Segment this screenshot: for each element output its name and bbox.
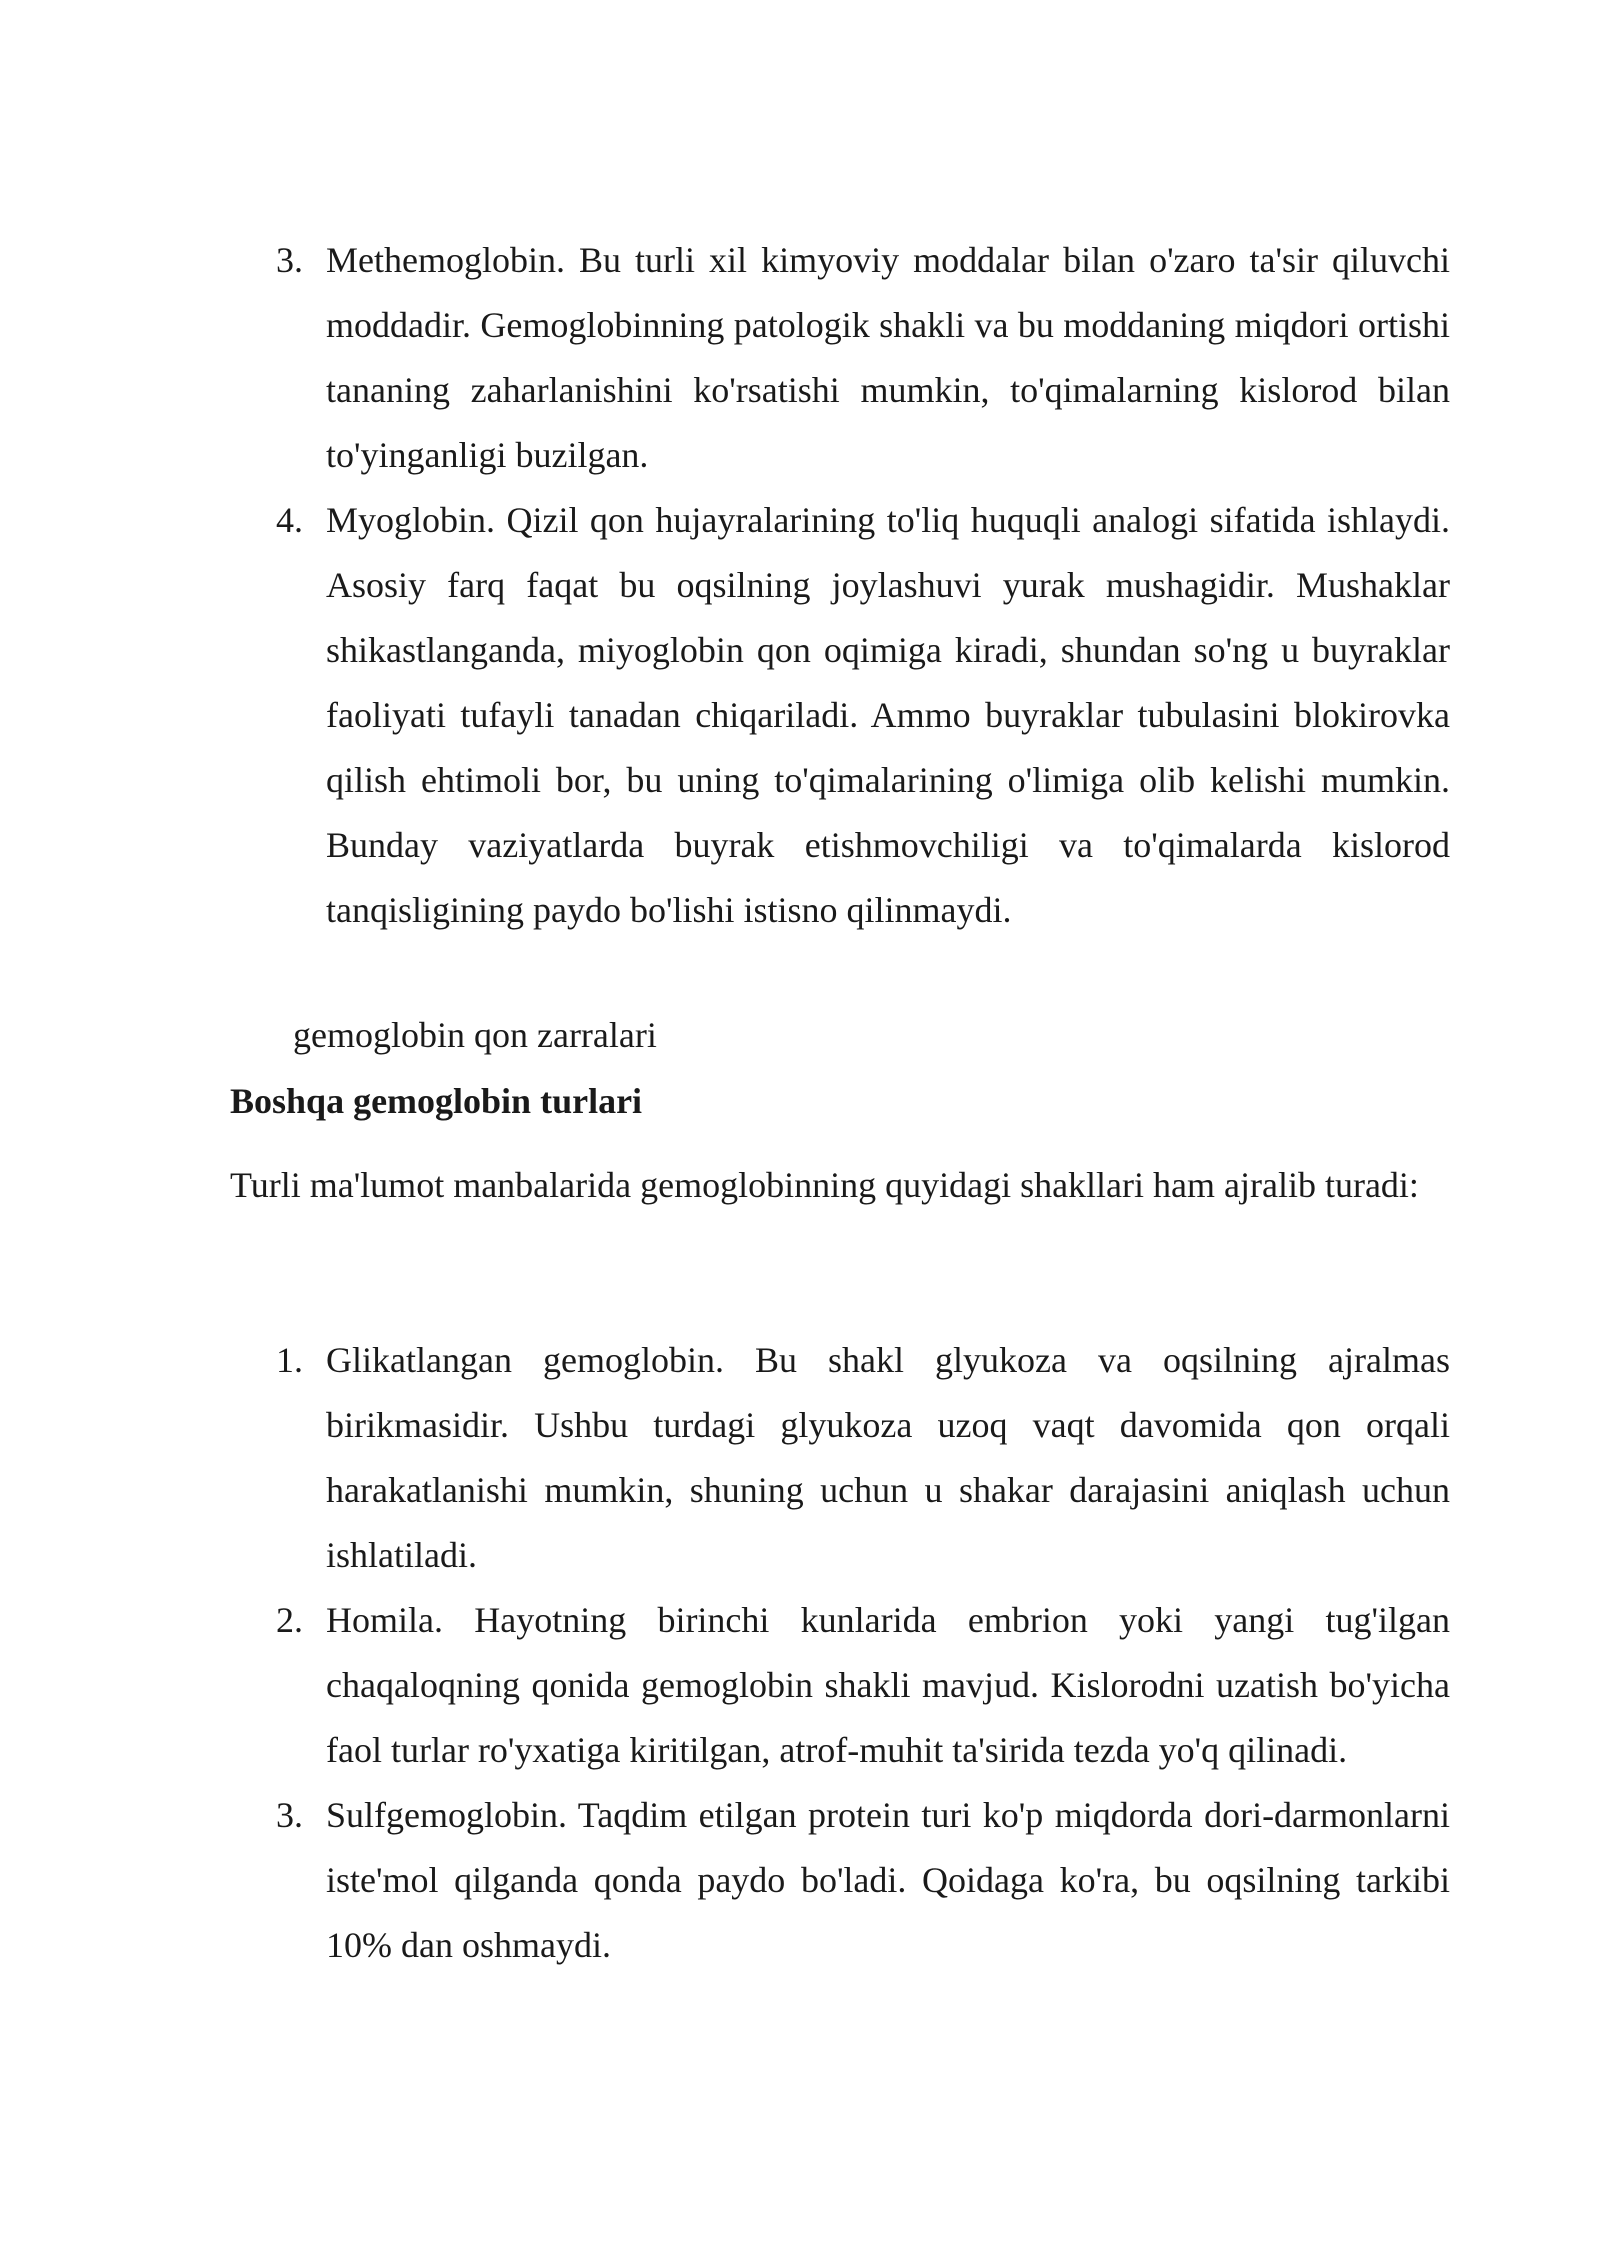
list-item-number: 2. [276, 1600, 303, 1640]
list-item-text: Glikatlangan gemoglobin. Bu shakl glyukoza va oqsilning ajralmas birikmasidir. Ushbu turdagi glyukoza uzoq vaqt davomida qon orqali harakatlanishi mumkin, shuning uchun u shakar darajasini aniqlash uchun ishlatiladi. [326, 1340, 1450, 1575]
list-item-number: 3. [276, 1795, 303, 1835]
list-item [230, 228, 1450, 488]
intro-paragraph: Turli ma'lumot manbalarida gemoglobinning quyidagi shakllari ham ajralib turadi: [230, 1165, 1419, 1205]
list-item-number: 4. [276, 500, 303, 540]
list-item [230, 488, 1450, 943]
other-hemoglobin-types-list [230, 1328, 1450, 1978]
hemoglobin-types-list-continued [230, 228, 1450, 943]
list-item [230, 1328, 1450, 1588]
section-heading: Boshqa gemoglobin turlari [230, 1081, 643, 1121]
list-item-text: Homila. Hayotning birinchi kunlarida embrion yoki yangi tug'ilgan chaqaloqning qonida gemoglobin shakli mavjud. Kislorodni uzatish bo'yicha faol turlar ro'yxatiga kiritilgan, atrof-muhit ta'sirida tezda yo'q qilinadi. [326, 1600, 1450, 1770]
list-item-text: Sulfgemoglobin. Taqdim etilgan protein turi ko'p miqdorda dori-darmonlarni iste'mol qilganda qonda paydo bo'ladi. Qoidaga ko'ra, bu oqsilning tarkibi 10% dan oshmaydi. [326, 1795, 1450, 1965]
list-item-number: 1. [276, 1340, 303, 1380]
image-caption: gemoglobin qon zarralari [293, 1015, 657, 1055]
list-item [230, 1588, 1450, 1783]
list-item-text: Methemoglobin. Bu turli xil kimyoviy moddalar bilan o'zaro ta'sir qiluvchi moddadir. Gemoglobinning patologik shakli va bu moddaning miqdori ortishi tananing zaharlanishini ko'rsatishi mumkin, to'qimalarning kislorod bilan to'yinganligi buzilgan. [326, 240, 1450, 475]
list-item-text: Myoglobin. Qizil qon hujayralarining to'liq huquqli analogi sifatida ishlaydi. Asosiy farq faqat bu oqsilning joylashuvi yurak mushagidir. Mushaklar shikastlanganda, miyoglobin qon oqimiga kiradi, shundan so'ng u buyraklar faoliyati tufayli tanadan chiqariladi. Ammo buyraklar tubulasini blokirovka qilish ehtimoli bor, bu uning to'qimalarining o'limiga olib kelishi mumkin. Bunday vaziyatlarda buyrak etishmovchiligi va to'qimalarda kislorod tanqisligining paydo bo'lishi istisno qilinmaydi. [326, 500, 1450, 930]
list-item [230, 1783, 1450, 1978]
list-item-number: 3. [276, 240, 303, 280]
